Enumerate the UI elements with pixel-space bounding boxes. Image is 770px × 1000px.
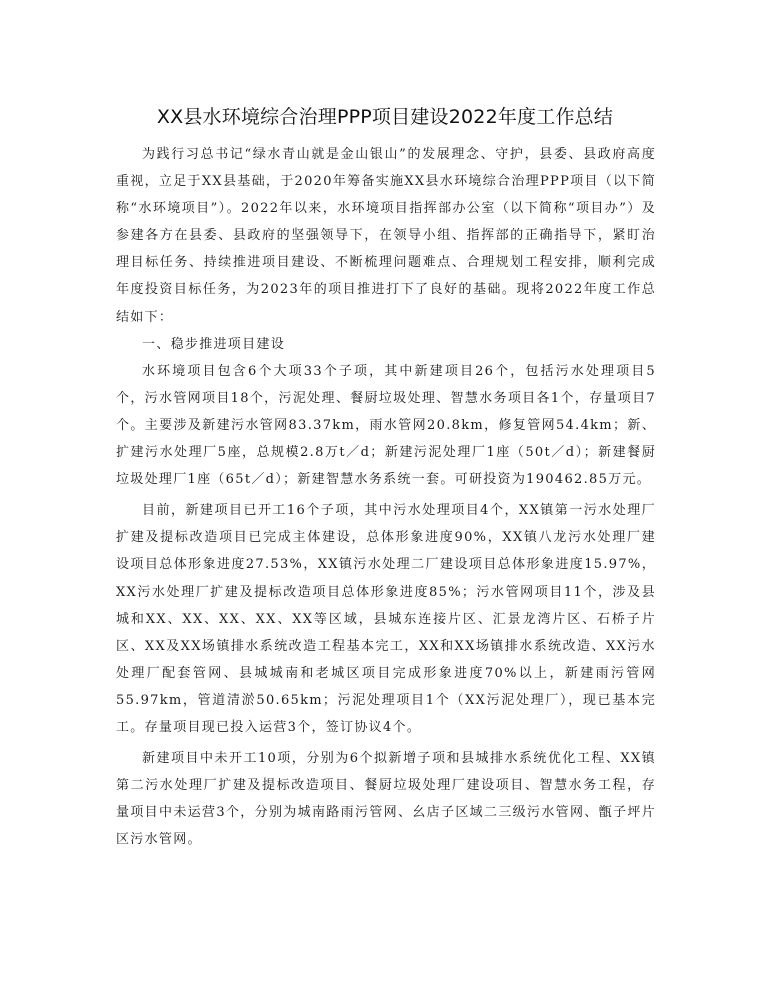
document-body	[116, 141, 656, 853]
paragraph-intro: 为践行习总书记“绿水青山就是金山银山”的发展理念、守护，县委、县政府高度重视，立足于XX县基础，于2020年筹备实施XX县水环境综合治理PPP项目（以下简称“水环境项目”）。2022年以来，水环境项目指挥部办公室（以下简称“项目办”）及参建各方在县委、县政府的坚强领导下，在领导小组、指挥部的正确指导下，紧盯治理目标任务、持续推进项目建设、不断梳理问题难点、合理规划工程安排，顺利完成年度投资目标任务，为2023年的项目推进打下了良好的基础。现将2022年度工作总结如下：	[116, 147, 656, 325]
paragraph-project-scope: 水环境项目包含6个大项33个子项，其中新建项目26个，包括污水处理项目5个，污水管网项目18个，污泥处理、餐厨垃圾处理、智慧水务项目各1个，存量项目7个。主要涉及新建污水管网83.37km，雨水管网20.8km，修复管网54.4km；新、扩建污水处理厂5座，总规模2.8万t／d；新建污泥处理厂1座（50t／d）；新建餐厨垃圾处理厂1座（65t／d）；新建智慧水务系统一套。可研投资为190462.85万元。	[116, 363, 656, 488]
section-heading: 一、稳步推进项目建设	[142, 336, 286, 352]
paragraph-progress: 目前，新建项目已开工16个子项，其中污水处理项目4个，XX镇第一污水处理厂扩建及提标改造项目已完成主体建设，总体形象进度90%，XX镇八龙污水处理厂建设项目总体形象进度27.53%，XX镇污水处理二厂建设项目总体形象进度15.97%，XX污水处理厂扩建及提标改造项目总体形象进度85%；污水管网项目11个，涉及县城和XX、XX、XX、XX、XX等区域，县城东连接片区、汇景龙湾片区、石桥子片区、XX及XX场镇排水系统改造工程基本完工，XX和XX场镇排水系统改造、XX污水处理厂配套管网、县城城南和老城区项目完成形象进度70%以上，新建雨污管网55.97km，管道清淤50.65km；污泥处理项目1个（XX污泥处理厂），现已基本完工。存量项目现已投入运营3个，签订协议4个。	[116, 503, 656, 735]
paragraph-unstarted: 新建项目中未开工10项，分别为6个拟新增子项和县城排水系统优化工程、XX镇第二污水处理厂扩建及提标改造项目、餐厨垃圾处理厂建设项目、智慧水务工程，存量项目中未运营3个，分别为城南路雨污管网、幺店子区域二三级污水管网、甑子坪片区污水管网。	[116, 751, 656, 848]
document-title: XX县水环境综合治理PPP项目建设2022年度工作总结	[156, 106, 614, 128]
